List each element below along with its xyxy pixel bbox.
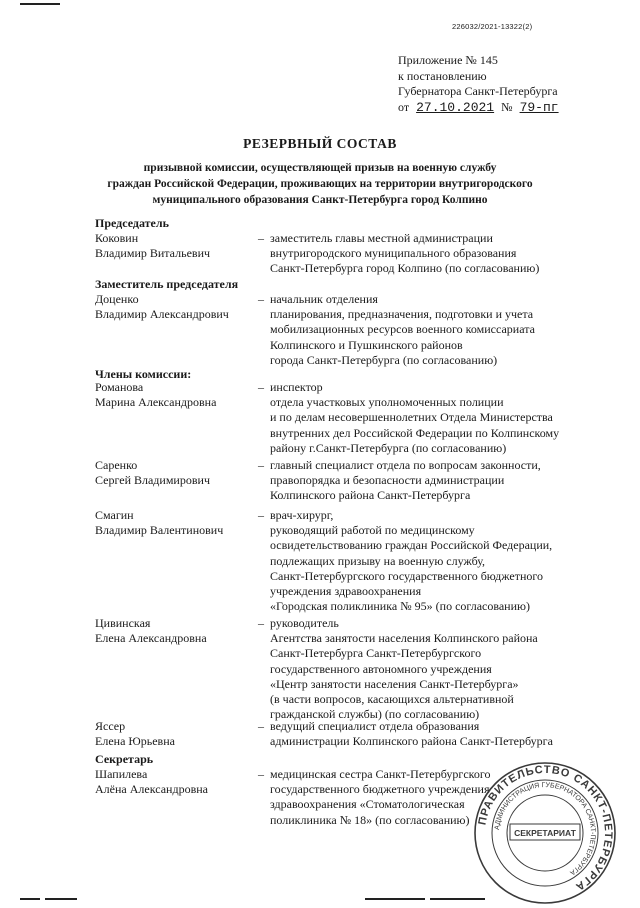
title-main: РЕЗЕРВНЫЙ СОСТАВ xyxy=(243,136,397,151)
member-surname: Доценко xyxy=(95,292,139,306)
member-position xyxy=(270,616,600,722)
member-name xyxy=(95,767,255,797)
member-given-name: Марина Александровна xyxy=(95,395,217,410)
member-given-name: Елена Юрьевна xyxy=(95,734,175,749)
position-line: внутренних дел Российской Федерации по Колпинскому xyxy=(270,425,560,440)
position-line: гражданской службы) (по согласованию) xyxy=(270,707,480,722)
position-line: Агентства занятости населения Колпинского района xyxy=(270,631,538,646)
member-name xyxy=(95,508,255,538)
position-line: инспектор xyxy=(270,380,323,394)
dash: – xyxy=(258,292,264,306)
top-rule xyxy=(20,3,60,5)
section-deputy: Заместитель председателя xyxy=(95,277,239,291)
member-position xyxy=(270,380,600,456)
position-line: подлежащих призыву на военную службу, xyxy=(270,553,486,568)
dash: – xyxy=(258,458,264,472)
member-given-name: Сергей Владимирович xyxy=(95,473,210,488)
title-line-2: граждан Российской Федерации, проживающих на территории внутригородского xyxy=(107,178,533,190)
position-line: мобилизационных ресурсов военного комиссариата xyxy=(270,322,535,337)
dash: – xyxy=(258,231,264,245)
dash: – xyxy=(258,380,264,394)
member-given-name: Елена Александровна xyxy=(95,631,207,646)
number-sign: № xyxy=(501,99,513,114)
decree-number: 79-пг xyxy=(519,99,559,115)
section-members: Члены комиссии: xyxy=(95,367,192,381)
position-line: медицинская сестра Санкт-Петербургского xyxy=(270,767,491,781)
position-line: врач-хирург, xyxy=(270,508,334,522)
member-surname: Коковин xyxy=(95,231,139,245)
decree-date: 27.10.2021 xyxy=(416,99,495,115)
position-line: Колпинского и Пушкинского районов xyxy=(270,337,463,352)
position-line: главный специалист отдела по вопросам законности, xyxy=(270,458,541,472)
position-line: начальник отделения xyxy=(270,292,378,306)
position-line: руководитель xyxy=(270,616,339,630)
member-position xyxy=(270,719,600,749)
position-line: Санкт-Петербурга город Колпино (по согласованию) xyxy=(270,261,540,276)
member-given-name: Алёна Александровна xyxy=(95,782,208,797)
official-stamp xyxy=(470,758,620,908)
position-line: Колпинского района Санкт-Петербурга xyxy=(270,488,471,503)
position-line: заместитель главы местной администрации xyxy=(270,231,493,245)
member-given-name: Владимир Витальевич xyxy=(95,246,211,261)
member-position xyxy=(270,231,600,277)
position-line: району г.Санкт-Петербурга (по согласованию) xyxy=(270,440,507,455)
position-line: администрации Колпинского района Санкт-Петербурга xyxy=(270,734,553,749)
position-line: «Городская поликлиника № 95» (по согласованию) xyxy=(270,599,530,614)
position-line: отдела участковых уполномоченных полиции xyxy=(270,395,504,410)
title-line-1: призывной комиссии, осуществляющей призыв на военную службу xyxy=(143,162,497,174)
title-line-3: муниципального образования Санкт-Петербурга город Колпино xyxy=(152,194,488,206)
member-surname: Саренко xyxy=(95,458,138,472)
dash: – xyxy=(258,719,264,733)
section-secretary: Секретарь xyxy=(95,752,154,766)
position-line: поликлиника № 18» (по согласованию) xyxy=(270,812,470,827)
appendix-line-3: Губернатора Санкт-Петербурга xyxy=(398,84,558,98)
member-given-name: Владимир Александрович xyxy=(95,307,229,322)
dash: – xyxy=(258,508,264,522)
member-name xyxy=(95,719,255,749)
stamp-outer-text: ПРАВИТЕЛЬСТВО САНКТ-ПЕТЕРБУРГА xyxy=(476,763,615,894)
position-line: правопорядка и безопасности администрации xyxy=(270,473,505,488)
member-name xyxy=(95,292,255,322)
member-given-name: Владимир Валентинович xyxy=(95,523,224,538)
dash: – xyxy=(258,767,264,781)
position-line: «Центр занятости населения Санкт-Петербурга» xyxy=(270,676,519,691)
member-name xyxy=(95,231,255,261)
position-line: (в части вопросов, касающихся альтернативной xyxy=(270,692,514,707)
from-prefix: от xyxy=(398,99,410,114)
appendix-date-line xyxy=(398,100,563,116)
member-surname: Яссер xyxy=(95,719,126,733)
position-line: внутригородского муниципального образования xyxy=(270,246,517,261)
member-surname: Романова xyxy=(95,380,144,394)
member-position xyxy=(270,292,600,368)
position-line: ведущий специалист отдела образования xyxy=(270,719,480,733)
position-line: и по делам несовершеннолетних Отдела Министерства xyxy=(270,410,553,425)
position-line: государственного бюджетного учреждения xyxy=(270,782,490,797)
position-line: Санкт-Петербургского государственного бюджетного xyxy=(270,568,544,583)
section-chairman: Председатель xyxy=(95,216,169,230)
position-line: Санкт-Петербурга Санкт-Петербургского xyxy=(270,646,482,661)
member-name xyxy=(95,380,255,410)
appendix-block xyxy=(398,53,563,115)
member-name xyxy=(95,616,255,646)
position-line: учреждения здравоохранения xyxy=(270,584,422,599)
position-line: освидетельствованию граждан Российской Федерации, xyxy=(270,538,553,553)
appendix-line-2: к постановлению xyxy=(398,68,487,83)
stamp-center-text: СЕКРЕТАРИАТ xyxy=(514,828,576,838)
member-name xyxy=(95,458,255,488)
member-position xyxy=(270,508,600,614)
dash: – xyxy=(258,616,264,630)
registration-number: 226032/2021-13322(2) xyxy=(452,22,533,31)
member-surname: Шапилева xyxy=(95,767,148,781)
position-line: руководящий работой по медицинскому xyxy=(270,523,475,538)
document-title xyxy=(60,136,580,208)
appendix-line-1: Приложение № 145 xyxy=(398,53,498,67)
member-surname: Смагин xyxy=(95,508,134,522)
member-position xyxy=(270,458,600,504)
position-line: планирования, предназначения, подготовки и учета xyxy=(270,307,534,322)
stamp-inner-text: АДМИНИСТРАЦИЯ ГУБЕРНАТОРА САНКТ-ПЕТЕРБУРГА xyxy=(494,781,597,877)
position-line: здравоохранения «Стоматологическая xyxy=(270,797,465,812)
position-line: государственного автономного учреждения xyxy=(270,661,492,676)
member-surname: Цивинская xyxy=(95,616,151,630)
position-line: города Санкт-Петербурга (по согласованию) xyxy=(270,352,498,367)
